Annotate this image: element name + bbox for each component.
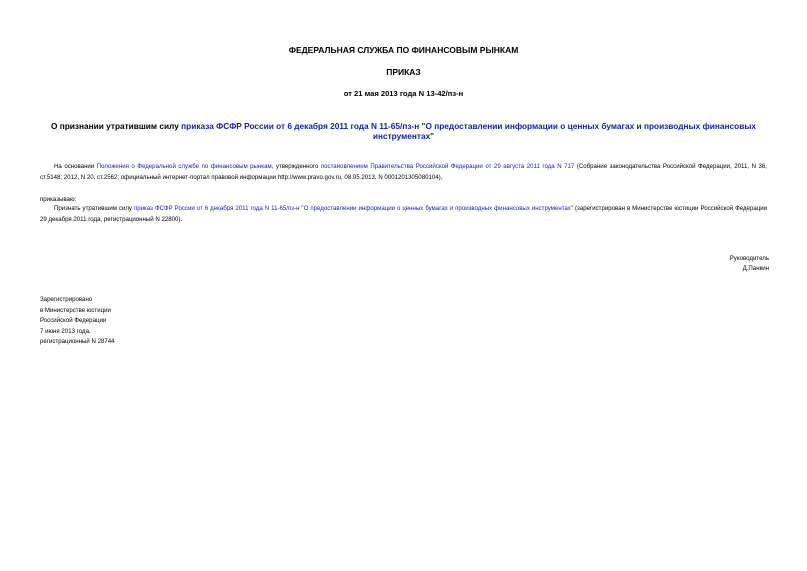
order-link[interactable]: приказ ФСФР России от 6 декабря 2011 года N 11-65/пз-н "О предоставлении информации о ценных бумагах и производных финансовых инструментах" bbox=[133, 205, 574, 212]
preamble-paragraph bbox=[40, 161, 767, 183]
doc-type-heading: ПРИКАЗ bbox=[386, 67, 421, 77]
title-link[interactable]: приказа ФСФР России от 6 декабря 2011 года N 11-65/пз-н "О предоставлении информации о ценных бумагах и производных финансовых инструментах" bbox=[181, 121, 757, 141]
signature-name: Д.Панкин bbox=[742, 265, 769, 272]
regulation-link[interactable]: Положения о Федеральной службе по финансовым рынкам bbox=[96, 163, 272, 170]
registration-line: Зарегистрировано bbox=[40, 296, 93, 303]
order-word: приказываю: bbox=[40, 196, 77, 203]
document-title bbox=[40, 121, 767, 141]
preamble-text-1: На основании bbox=[54, 163, 97, 170]
registration-block bbox=[40, 295, 115, 348]
registration-line: в Министерстве юстиции bbox=[40, 306, 111, 314]
registration-line: Российской Федерации bbox=[40, 317, 107, 325]
signature-role: Руководитель bbox=[729, 255, 769, 262]
clause-paragraph bbox=[40, 203, 767, 225]
clause-text-2: (зарегистрирован в Министерстве юстиции Российской Федерации 29 декабря 2011 года, регистрационный N 22800). bbox=[40, 205, 768, 223]
preamble-text-2: , утвержденного bbox=[271, 163, 321, 170]
agency-heading: ФЕДЕРАЛЬНАЯ СЛУЖБА ПО ФИНАНСОВЫМ РЫНКАМ bbox=[288, 45, 519, 55]
clause-text-1: Признать утратившим силу bbox=[54, 205, 134, 212]
registration-line: регистрационный N 28744 bbox=[40, 338, 115, 346]
title-prefix: О признании утратившим силу bbox=[50, 121, 182, 131]
signature-block bbox=[730, 254, 769, 274]
decree-link[interactable]: постановлением Правительства Российской Федерации от 29 августа 2011 года N 717 bbox=[320, 163, 575, 170]
date-number: от 21 мая 2013 года N 13-42/пз-н bbox=[343, 89, 464, 98]
preamble-text-3: (Собрание законодательства Российской Федерации, 2011, N 36, ст.5148; 2012, N 20, ст.2562; официальный интернет-портал правовой информации http://www.pravo.gov.ru, 08.05.2013, N 0001201305080104), bbox=[40, 163, 767, 181]
registration-line: 7 июня 2013 года, bbox=[40, 327, 91, 335]
